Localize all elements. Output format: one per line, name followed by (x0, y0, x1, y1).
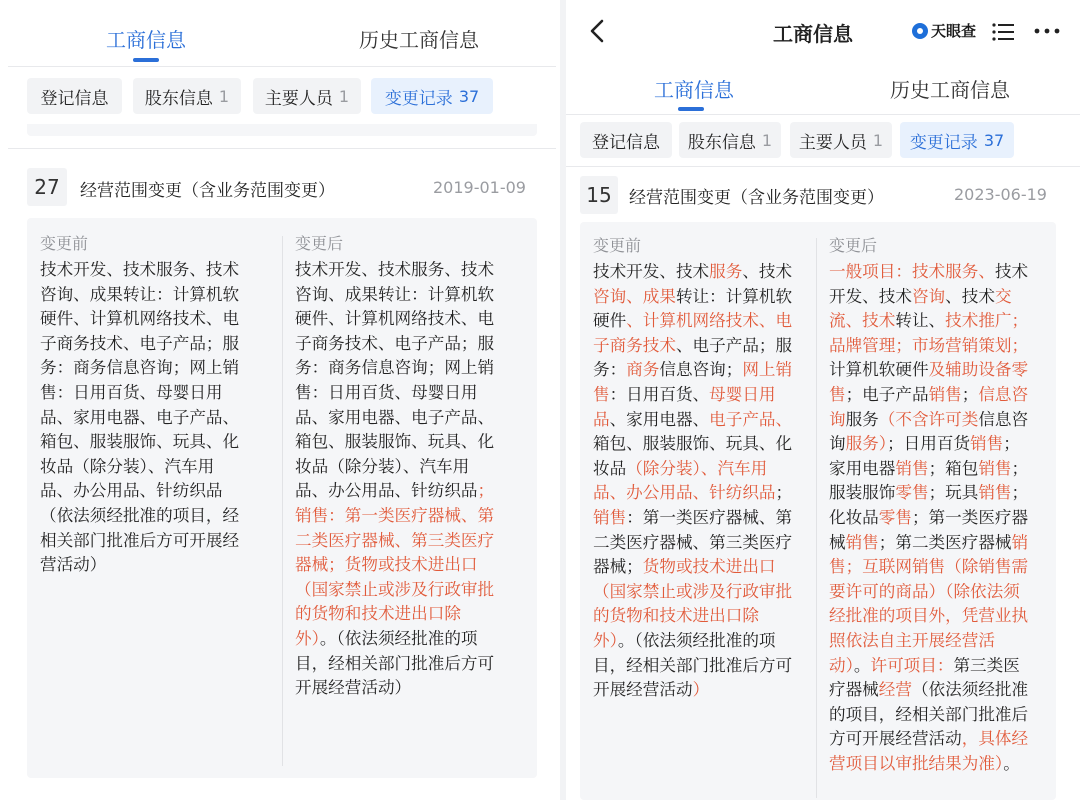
unchanged-text: 妆品 (593, 458, 627, 478)
unchanged-text: 品、家用电器、电子产品、 (40, 407, 240, 427)
text-line (829, 678, 1053, 703)
text-line (295, 602, 531, 627)
unchanged-text: 箱包、服装服饰、玩具、化 (295, 432, 495, 452)
text-line (40, 504, 272, 529)
chip-label: 主要人员 (798, 132, 867, 153)
text-line (593, 457, 813, 482)
record-title: 经营范围变更（含业务范围变更） (629, 188, 884, 208)
changed-text: 经批准的项目外，凭营业执 (829, 606, 1029, 626)
changed-text: 销售 (845, 532, 879, 552)
chip-count: 1 (872, 130, 884, 150)
tab-history-business-info[interactable]: 历史工商信息 (359, 28, 479, 52)
chip-change-records[interactable] (900, 122, 1014, 158)
unchanged-text: 品、办公用品、针纺织品 (40, 481, 223, 501)
changed-text: 营项目以审批结果为准） (829, 753, 1004, 773)
changed-text: 器械；货物或技术进出口 (295, 555, 478, 575)
text-line (40, 307, 272, 332)
changed-text: 销售 (593, 507, 627, 527)
text-line (829, 727, 1053, 752)
after-column (295, 232, 531, 701)
changed-text: （国家禁止或涉及行政审批 (593, 581, 793, 601)
active-tab-indicator (133, 58, 159, 62)
unchanged-text: ；箱包 (928, 458, 979, 478)
unchanged-text: 化妆品 (829, 507, 879, 527)
chip-label: 登记信息 (592, 132, 660, 153)
changed-text: 服务 (709, 262, 743, 281)
text-line (295, 406, 531, 431)
tab-divider (8, 66, 556, 67)
unchanged-text: 技术开发、技术服务、技术 (40, 260, 240, 279)
unchanged-text: 信息咨询； (659, 360, 743, 380)
changed-text: 流、技术 (829, 311, 896, 331)
text-line (829, 408, 1053, 433)
chip-shareholder-info[interactable] (679, 122, 781, 158)
text-line (593, 506, 813, 531)
changed-text: 商务 (626, 360, 660, 380)
unchanged-text: 方可开展经营活动 (829, 729, 962, 749)
text-line (295, 479, 531, 504)
text-line (829, 481, 1053, 506)
unchanged-text: ； (1011, 483, 1029, 503)
changed-text: 要许可的商品）（除依法须 (829, 581, 1020, 601)
unchanged-text: 务：商务信息咨询；网上销 (295, 358, 495, 378)
after-label: 变更后 (295, 234, 344, 253)
unchanged-text: 、技术 (742, 262, 793, 281)
changed-text: 询 (829, 409, 846, 429)
text-line (593, 604, 813, 629)
text-line (593, 334, 813, 359)
changed-text: ） (692, 680, 710, 700)
text-line (829, 703, 1053, 728)
changed-text: 动） (829, 655, 854, 675)
changed-text: 交 (994, 286, 1012, 306)
unchanged-text: 妆品（除分装）、汽车用 (295, 456, 470, 476)
chip-count: 1 (761, 130, 773, 150)
changed-text: 品、办公用品、针纺织品 (593, 483, 776, 503)
text-line (593, 285, 813, 310)
unchanged-text: 开展经营活动） (295, 678, 412, 698)
text-line (829, 432, 1053, 457)
record-number: 15 (580, 176, 618, 214)
changed-text: 售 (593, 384, 610, 404)
unchanged-text: 开发、技术 (829, 286, 912, 306)
chip-registration-info[interactable] (27, 78, 122, 114)
unchanged-text: 的项目，经相关部门批准后 (829, 704, 1029, 724)
unchanged-text: 。（依法须经批准的项 (617, 630, 776, 650)
unchanged-text: 相关部门批准后方可开展经 (40, 530, 240, 550)
text-line (295, 652, 531, 677)
unchanged-text: （依法须经批准 (911, 680, 1029, 700)
text-line (295, 430, 531, 455)
unchanged-text: 硬件、计算机网络技术、电 (40, 309, 240, 329)
text-line (40, 356, 272, 381)
before-label: 变更前 (593, 236, 642, 255)
unchanged-text: 转让：计算机软 (675, 286, 793, 306)
changed-text: 销 (1011, 532, 1029, 552)
text-line (295, 676, 531, 701)
changed-text: 咨询 (911, 286, 946, 306)
changed-text: 网上销 (742, 360, 793, 380)
text-line (593, 383, 813, 408)
unchanged-text: 二类医疗器械、第三类医疗 (593, 532, 793, 552)
text-line (593, 481, 813, 506)
changed-text: 一般项目：技术服务、 (829, 262, 995, 281)
before-column (40, 232, 272, 578)
column-divider (282, 236, 283, 766)
unchanged-text: 、技术 (945, 286, 995, 306)
chip-count: 1 (218, 86, 230, 106)
text-line (829, 506, 1053, 531)
unchanged-text: 妆品（除分装）、汽车用 (40, 456, 215, 476)
tab-history-business-info[interactable]: 历史工商信息 (890, 78, 1010, 102)
tab-business-info[interactable]: 工商信息 (654, 78, 734, 102)
chip-count: 37 (983, 130, 1005, 150)
text-line (829, 555, 1053, 580)
text-line (295, 455, 531, 480)
changed-text: 零售 (895, 483, 929, 503)
record-number: 27 (27, 168, 67, 206)
unchanged-text: 疗器械 (829, 680, 879, 700)
unchanged-text: 。（依法须经批准的项 (319, 628, 478, 648)
chip-key-personnel[interactable] (253, 78, 361, 114)
text-line (40, 553, 272, 578)
changed-text: （除分装）、汽车用 (626, 458, 768, 478)
unchanged-text: 务：商务信息咨询；网上销 (40, 358, 240, 378)
text-line (593, 531, 813, 556)
changed-text: （国家禁止或涉及行政审批 (295, 579, 495, 599)
unchanged-text: 第三类医 (953, 655, 1020, 675)
unchanged-text: 服装服饰 (829, 483, 896, 503)
chip-divider (566, 166, 1080, 167)
text-line (40, 258, 272, 283)
chip-label: 股东信息 (687, 132, 756, 153)
changed-text: 二类医疗器械、第三类医疗 (295, 530, 495, 550)
chip-label: 股东信息 (144, 88, 213, 109)
changed-text: 及辅助设备零 (928, 360, 1029, 380)
text-line (829, 752, 1053, 777)
text-line (829, 383, 1053, 408)
changed-text: 经营 (878, 680, 912, 700)
changed-text: 电子产品、 (709, 409, 793, 429)
brand-name: 天眼查 (931, 22, 977, 40)
unchanged-text: 询 (829, 434, 846, 454)
unchanged-text: 信息咨 (978, 409, 1029, 429)
chip-registration-info[interactable] (580, 122, 672, 158)
unchanged-text: ； (775, 483, 793, 503)
chip-label: 变更记录 (384, 88, 453, 109)
unchanged-text: ：第一类医疗器械、第 (626, 507, 793, 527)
text-line (829, 654, 1053, 679)
text-line (829, 531, 1053, 556)
changed-text: 品牌管理；市场营销策划； (829, 335, 1029, 355)
unchanged-text: 营活动） (40, 555, 107, 575)
changed-text: 销售 (970, 434, 1004, 454)
unchanged-text: 品、办公用品、针纺织品 (295, 481, 478, 501)
changed-text: 销售 (928, 384, 962, 404)
changed-text: 品 (593, 409, 610, 429)
unchanged-text: 技术 (994, 262, 1029, 281)
text-line (295, 332, 531, 357)
unchanged-text: 服务 (845, 409, 879, 429)
changed-text: 销售 (978, 458, 1012, 478)
text-line (295, 307, 531, 332)
changed-text: 的货物和技术进出口除 (295, 604, 461, 624)
previous-record-tail (27, 124, 537, 136)
text-line (593, 432, 813, 457)
text-line (829, 260, 1053, 285)
changed-text: 销售 (978, 483, 1012, 503)
changed-text: ； (477, 481, 495, 501)
unchanged-text: 务： (593, 360, 627, 380)
unchanged-text: 子商务技术、电子产品；服 (295, 333, 495, 353)
text-line (593, 408, 813, 433)
changed-text: 销售：第一类医疗器械、第 (295, 505, 495, 525)
changed-text: 、计算机网络技术、电 (626, 311, 793, 331)
text-line (40, 283, 272, 308)
text-line (295, 283, 531, 308)
changed-text: （不含许可类 (878, 409, 979, 429)
text-line (40, 430, 272, 455)
text-line (40, 332, 272, 357)
unchanged-text: 售：日用百货、母婴日用 (40, 382, 223, 402)
unchanged-text: 子商务技术、电子产品；服 (40, 333, 240, 353)
changed-text: 外） (295, 628, 320, 648)
chip-change-records[interactable] (371, 78, 493, 114)
before-label: 变更前 (40, 234, 89, 253)
column-divider (816, 238, 817, 798)
changed-text: 母婴日用 (709, 384, 776, 404)
chip-key-personnel[interactable] (790, 122, 892, 158)
text-line (295, 504, 531, 529)
text-line (593, 654, 813, 679)
chip-count: 1 (338, 86, 350, 106)
list-menu-icon[interactable] (992, 22, 1014, 42)
text-line (593, 678, 813, 703)
changed-text: 信息咨 (978, 384, 1029, 404)
unchanged-text: 咨询、成果转让：计算机软 (295, 284, 495, 304)
unchanged-text: ； (961, 384, 979, 404)
text-line (593, 260, 813, 285)
tab-divider (566, 114, 1080, 115)
unchanged-text: 硬件 (593, 311, 627, 331)
changed-text: 售；互联网销售（除销售需 (829, 557, 1029, 577)
text-line (295, 356, 531, 381)
unchanged-text: 计算机软硬件 (829, 360, 929, 380)
text-line (829, 580, 1053, 605)
text-line (40, 479, 272, 504)
after-column (829, 234, 1053, 776)
top-nav-bar (566, 0, 1080, 62)
changed-text: 售 (829, 384, 846, 404)
brand-logo (912, 20, 976, 41)
change-detail-box (580, 222, 1056, 800)
unchanged-text: 箱包、服装服饰、玩具、化 (40, 432, 240, 452)
unchanged-text: ；第二类医疗器械 (878, 532, 1012, 552)
text-line (295, 627, 531, 652)
unchanged-text: 家用电器 (829, 458, 896, 478)
unchanged-text: 、家用电器、 (609, 409, 710, 429)
text-line (829, 457, 1053, 482)
text-line (295, 381, 531, 406)
unchanged-text: 品、家用电器、电子产品、 (295, 407, 495, 427)
text-line (829, 309, 1053, 334)
unchanged-text: 目，经相关部门批准后方可 (593, 655, 793, 675)
text-line (829, 604, 1053, 629)
text-line (40, 455, 272, 480)
nav-title: 工商信息 (773, 22, 853, 46)
before-content (593, 260, 813, 703)
unchanged-text: ； (1011, 458, 1029, 478)
after-label: 变更后 (829, 236, 878, 255)
unchanged-text: 。 (853, 655, 871, 675)
changed-text: 服务） (845, 434, 888, 454)
chip-label: 登记信息 (40, 88, 109, 109)
text-line (295, 258, 531, 283)
unchanged-text: ；电子产品 (845, 384, 929, 404)
unchanged-text: ； (1003, 434, 1020, 454)
after-content (829, 260, 1053, 776)
chip-label: 主要人员 (264, 88, 333, 109)
text-line (829, 629, 1053, 654)
unchanged-text: 技术开发、技术 (593, 262, 710, 281)
tab-business-info[interactable]: 工商信息 (106, 28, 186, 52)
unchanged-text: 目，经相关部门批准后方可 (295, 653, 495, 673)
changed-text: 许可项目： (870, 655, 954, 675)
unchanged-text: 技术开发、技术服务、技术 (295, 260, 495, 279)
unchanged-text: 。 (1003, 753, 1020, 773)
text-line (829, 358, 1053, 383)
unchanged-text: ；玩具 (928, 483, 979, 503)
text-line (40, 381, 272, 406)
text-line (593, 358, 813, 383)
unchanged-text: 箱包、服装服饰、玩具、化 (593, 434, 793, 454)
record-date: 2019-01-09 (433, 178, 526, 197)
text-line (593, 629, 813, 654)
record-title: 经营范围变更（含业务范围变更） (80, 181, 335, 201)
changed-text: 销售 (895, 458, 929, 478)
more-options-icon[interactable] (1032, 20, 1062, 42)
unchanged-text: ：日用百货、 (609, 384, 710, 404)
changed-text: ，具体经 (961, 729, 1029, 749)
chip-shareholder-info[interactable] (133, 78, 241, 114)
record-divider (8, 148, 556, 149)
chip-label: 变更记录 (909, 132, 978, 153)
changed-text: 技术推广； (945, 311, 1029, 331)
unchanged-text: ；日用百货 (887, 434, 971, 454)
active-tab-indicator (678, 107, 704, 111)
unchanged-text: 器械； (593, 557, 643, 577)
tianyancha-logo-icon (912, 23, 928, 39)
changed-text: 外） (593, 630, 618, 650)
changed-text: 货物或技术进出口 (642, 557, 776, 577)
after-content (295, 258, 531, 701)
unchanged-text: ；第一类医疗器 (911, 507, 1029, 527)
text-line (295, 553, 531, 578)
text-line (295, 578, 531, 603)
changed-text: 照依法自主开展经营活 (829, 630, 995, 650)
unchanged-text: 硬件、计算机网络技术、电 (295, 309, 495, 329)
chip-count: 37 (458, 86, 480, 106)
unchanged-text: 、电子产品；服 (675, 335, 793, 355)
text-line (593, 580, 813, 605)
unchanged-text: 开展经营活动 (593, 680, 693, 700)
right-screenshot (566, 0, 1080, 800)
changed-text: 子商务技术 (593, 335, 676, 355)
before-column (593, 234, 813, 703)
text-line (593, 555, 813, 580)
unchanged-text: 转让、 (895, 311, 946, 331)
text-line (40, 406, 272, 431)
text-line (829, 334, 1053, 359)
text-line (295, 529, 531, 554)
changed-text: 零售 (878, 507, 912, 527)
unchanged-text: 械 (829, 532, 846, 552)
unchanged-text: 售：日用百货、母婴日用 (295, 382, 478, 402)
changed-text: 的货物和技术进出口除 (593, 606, 759, 626)
changed-text: 咨询、成果 (593, 286, 676, 306)
record-date: 2023-06-19 (954, 185, 1047, 204)
unchanged-text: 咨询、成果转让：计算机软 (40, 284, 240, 304)
text-line (593, 309, 813, 334)
change-detail-box (27, 218, 537, 778)
text-line (829, 285, 1053, 310)
before-content (40, 258, 272, 578)
unchanged-text: （依法须经批准的项目，经 (40, 505, 240, 525)
text-line (40, 529, 272, 554)
